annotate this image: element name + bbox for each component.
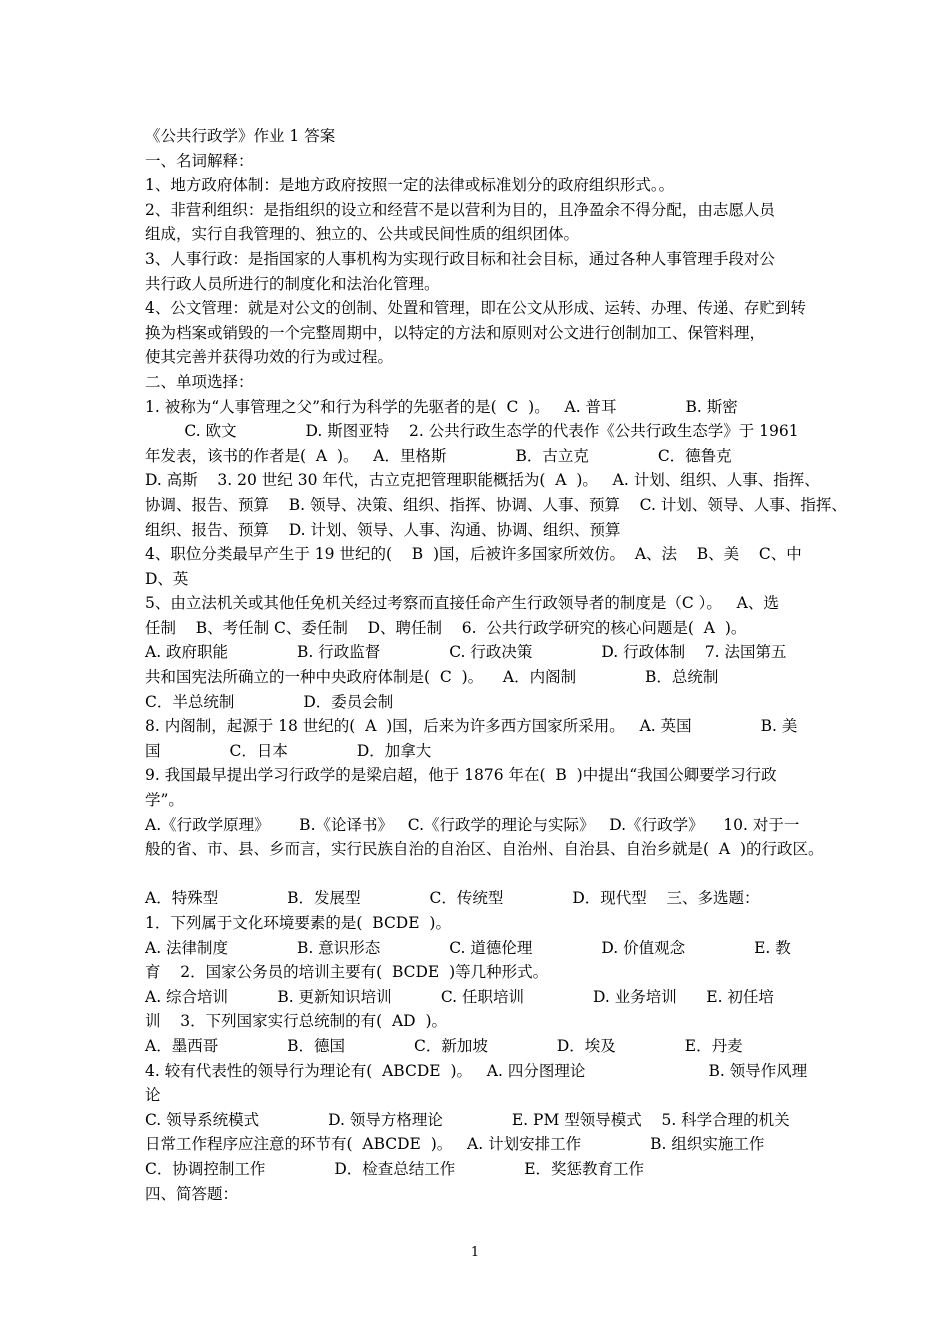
text-line: 共和国宪法所确立的一种中央政府体制是( C )。 A．内阁制 B．总统制 [145, 668, 719, 687]
text-line: 换为档案或销毁的一个完整周期中，以特定的方法和原则对公文进行创制加工、保管料理， [145, 323, 766, 342]
text-line: 3、人事行政：是指国家的人事机构为实现行政目标和社会目标，通过各种人事管理手段对公 [145, 249, 775, 268]
text-line: 1. 被称为“人事管理之父”和行为科学的先驱者的是( C )。 A. 普耳 B. 斯密 [145, 397, 738, 416]
text-line: 日常工作程序应注意的环节有( ABCDE )。 A. 计划安排工作 B. 组织实施工作 [145, 1135, 765, 1154]
text-line: 4、公文管理：就是对公文的创制、处置和管理，即在公文从形成、运转、办理、传递、存贮到转 [145, 299, 806, 318]
text-line: 育 2．国家公务员的培训主要有( BCDE )等几种形式。 [145, 963, 549, 982]
text-line: 般的省、市、县、乡而言，实行民族自治的自治区、自治州、自治县、自治乡就是( A )的行政区。 [145, 840, 824, 859]
text-line: C. 欧文 D. 斯图亚特 2. 公共行政生态学的代表作《公共行政生态学》于 1961 [145, 422, 799, 441]
text-line: 5、由立法机关或其他任免机关经过考察而直接任命产生行政领导者的制度是（C ）。 A、选 [145, 594, 779, 613]
text-line: C. 领导系统模式 D. 领导方格理论 E. PM 型领导模式 5. 科学合理的机关 [145, 1110, 790, 1129]
text-line: A．墨西哥 B．德国 C．新加坡 D．埃及 E．丹麦 [145, 1036, 743, 1055]
text-line: C．协调控制工作 D．检查总结工作 E．奖惩教育工作 [145, 1159, 645, 1178]
text-line: 组织、报告、预算 D. 计划、领导、人事、沟通、协调、组织、预算 [145, 520, 621, 539]
text-line: 1．下列属于文化环境要素的是( BCDE )。 [145, 914, 451, 932]
text-line: D、英 [145, 569, 189, 588]
document-body [145, 124, 847, 1206]
text-line: A．特殊型 B．发展型 C．传统型 D．现代型 三、多选题： [145, 889, 760, 908]
text-line: 使其完善并获得功效的行为或过程。 [145, 348, 394, 367]
text-line: 《公共行政学》作业 1 答案 [145, 127, 336, 145]
text-line: 任制 B、考任制 C、委任制 D、聘任制 6. 公共行政学研究的核心问题是( A )。 [145, 618, 747, 637]
text-line: 8. 内阁制，起源于 18 世纪的( A )国，后来为许多西方国家所采用。 A. 英国 B. 美 [145, 717, 798, 736]
text-line: 共行政人员所进行的制度化和法治化管理。 [145, 274, 440, 293]
text-line: A. 综合培训 B. 更新知识培训 C. 任职培训 D. 业务培训 E. 初任培 [145, 987, 774, 1006]
text-line: A. 法律制度 B. 意识形态 C. 道德伦理 D. 价值观念 E. 教 [145, 938, 791, 957]
text-line: 协调、报告、预算 B. 领导、决策、组织、指挥、协调、人事、预算 C. 计划、领导、人事、指挥、 [145, 495, 847, 514]
text-line: 1、地方政府体制：是地方政府按照一定的法律或标准划分的政府组织形式。。 [145, 176, 675, 195]
text-line: A.《行政学原理》 B.《论译书》 C.《行政学的理论与实际》 D.《行政学》 10. 对于一 [145, 815, 800, 834]
text-line: 二、单项选择： [145, 372, 254, 391]
page-number: 1 [470, 1245, 480, 1260]
text-line: A. 政府职能 B. 行政监督 C. 行政决策 D. 行政体制 7. 法国第五 [145, 643, 787, 662]
text-line: 2、非营利组织：是指组织的设立和经营不是以营利为目的，且净盈余不得分配，由志愿人员 [145, 200, 775, 219]
text-line: 年发表，该书的作者是( A )。 A．里格斯 B．古立克 C．德鲁克 [145, 446, 732, 465]
text-line: 论 [145, 1086, 161, 1105]
text-line: 9. 我国最早提出学习行政学的是梁启超，他于 1876 年在( B )中提出“我国公卿要学习行政 [145, 766, 777, 785]
text-line [145, 862, 815, 887]
text-line: 一、名词解释： [145, 151, 254, 170]
text-line: 4. 较有代表性的领导行为理论有( ABCDE )。 A. 四分图理论 B. 领导作风理 [145, 1061, 808, 1080]
text-line: 4、职位分类最早产生于 19 世纪的( B )国，后被许多国家所效仿。 A、法 B、美 C、中 [145, 545, 802, 564]
text-line: 四、简答题： [145, 1184, 239, 1203]
text-line: 训 3．下列国家实行总统制的有( AD )。 [145, 1012, 447, 1031]
text-line: 学”。 [145, 791, 184, 810]
text-line: C．半总统制 D．委员会制 [145, 692, 394, 711]
text-line: 组成，实行自我管理的、独立的、公共或民间性质的组织团体。 [145, 225, 580, 244]
text-line: 国 C．日本 D．加拿大 [145, 741, 432, 760]
text-line: D. 高斯 3. 20 世纪 30 年代，古立克把管理职能概括为( A )。 A. 计划、组织、人事、指挥、 [145, 471, 820, 490]
